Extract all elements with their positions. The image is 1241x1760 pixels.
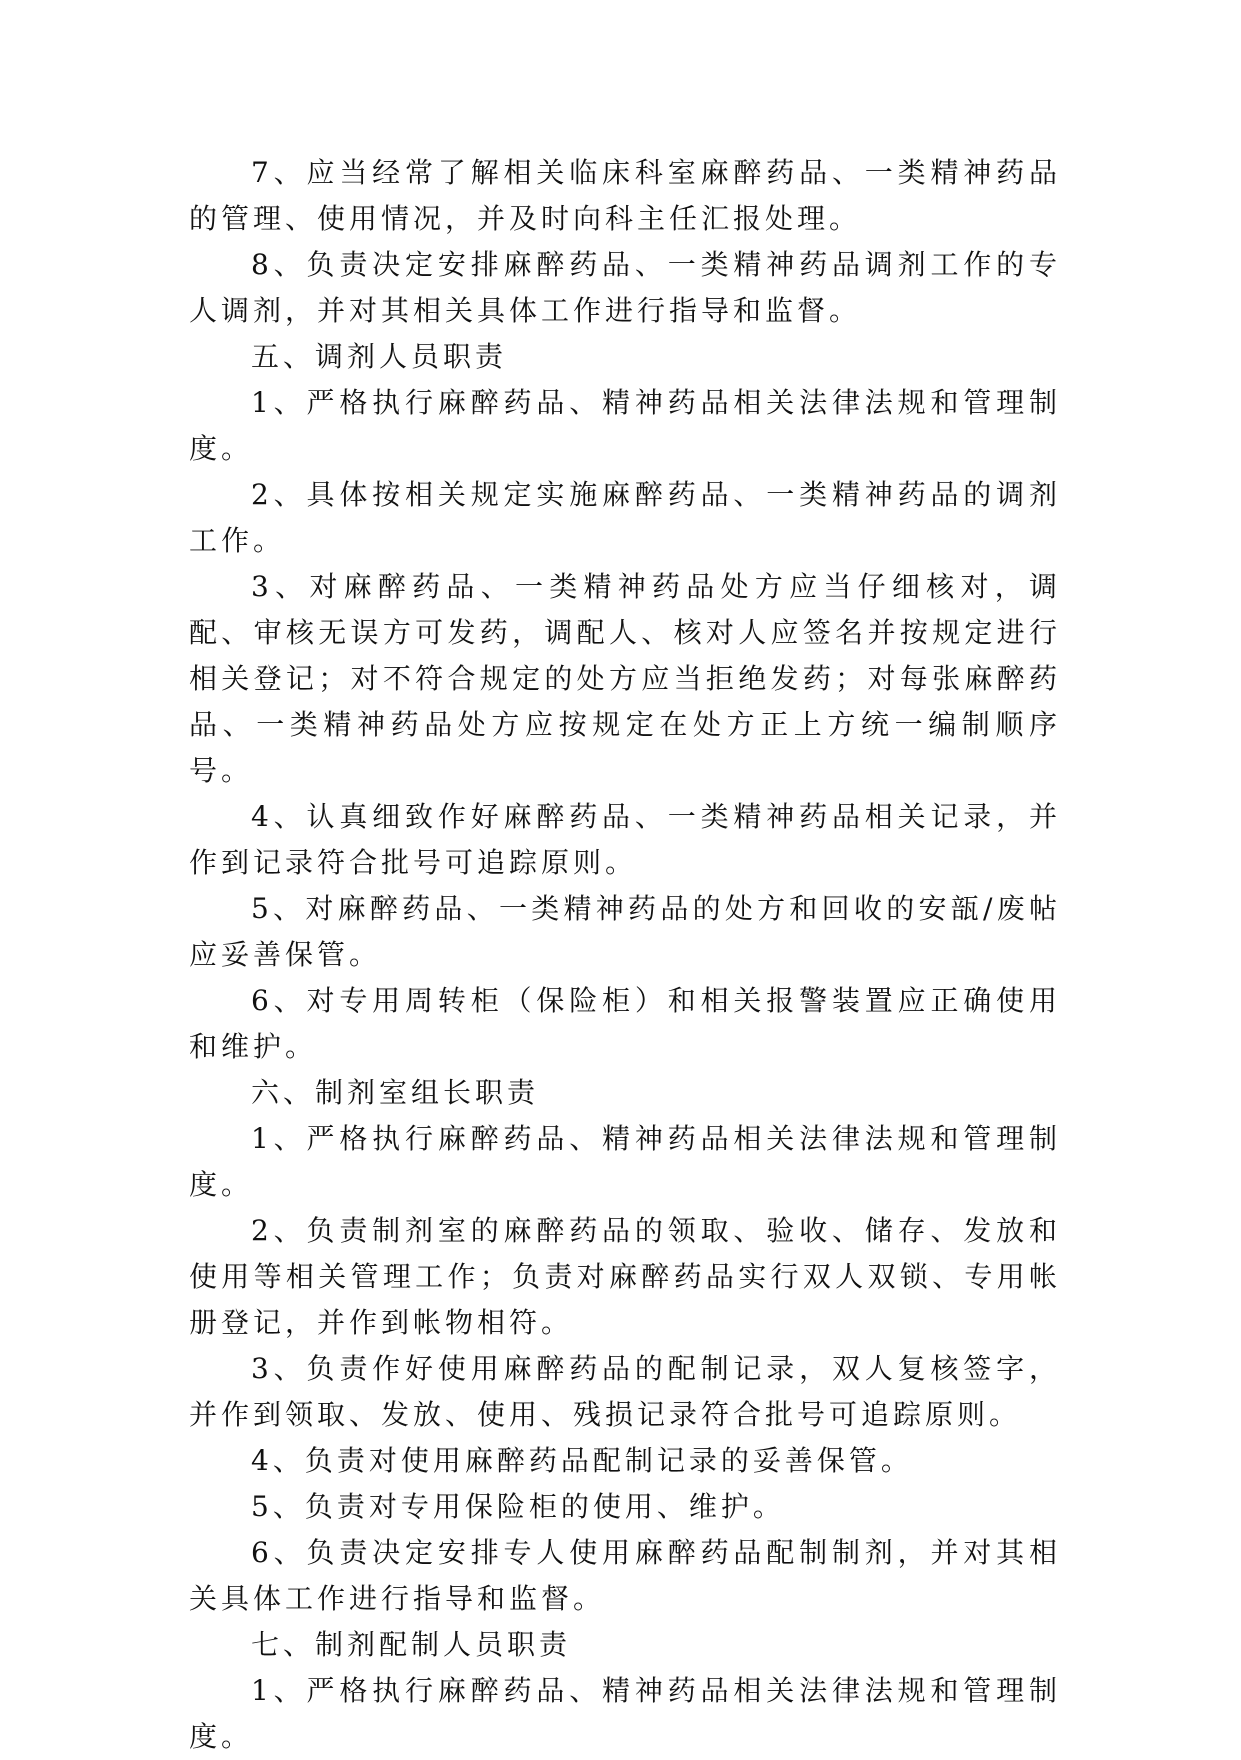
preparation-leader-item-3: 3、负责作好使用麻醉药品的配制记录，双人复核签字，并作到领取、发放、使用、残损记录符合批号可追踪原则。 <box>189 1352 1061 1431</box>
section-heading-dispensing-staff: 五、调剂人员职责 <box>251 340 508 373</box>
preparation-staff-item-1: 1、严格执行麻醉药品、精神药品相关法律法规和管理制度。 <box>189 1674 1061 1753</box>
section-heading-preparation-leader: 六、制剂室组长职责 <box>251 1076 540 1109</box>
document-body <box>189 150 1061 1760</box>
dispensing-item-1: 1、严格执行麻醉药品、精神药品相关法律法规和管理制度。 <box>189 386 1061 465</box>
dispensing-item-6: 6、对专用周转柜（保险柜）和相关报警装置应正确使用和维护。 <box>189 984 1061 1063</box>
preparation-leader-item-1: 1、严格执行麻醉药品、精神药品相关法律法规和管理制度。 <box>189 1122 1061 1201</box>
dispensing-item-5: 5、对麻醉药品、一类精神药品的处方和回收的安瓿/废帖应妥善保管。 <box>189 892 1061 971</box>
paragraph-8-responsibility: 8、负责决定安排麻醉药品、一类精神药品调剂工作的专人调剂，并对其相关具体工作进行指导和监督。 <box>189 248 1061 327</box>
preparation-leader-item-4: 4、负责对使用麻醉药品配制记录的妥善保管。 <box>251 1444 913 1477</box>
preparation-leader-item-2: 2、负责制剂室的麻醉药品的领取、验收、储存、发放和使用等相关管理工作；负责对麻醉药品实行双人双锁、专用帐册登记，并作到帐物相符。 <box>189 1214 1061 1339</box>
section-heading-preparation-staff: 七、制剂配制人员职责 <box>251 1628 572 1661</box>
dispensing-item-2: 2、具体按相关规定实施麻醉药品、一类精神药品的调剂工作。 <box>189 478 1061 557</box>
dispensing-item-4: 4、认真细致作好麻醉药品、一类精神药品相关记录，并作到记录符合批号可追踪原则。 <box>189 800 1061 879</box>
preparation-leader-item-6: 6、负责决定安排专人使用麻醉药品配制制剂，并对其相关具体工作进行指导和监督。 <box>189 1536 1061 1615</box>
dispensing-item-3: 3、对麻醉药品、一类精神药品处方应当仔细核对，调配、审核无误方可发药，调配人、核对人应签名并按规定进行相关登记；对不符合规定的处方应当拒绝发药；对每张麻醉药品、一类精神药品处方应按规定在处方正上方统一编制顺序号。 <box>189 570 1061 787</box>
preparation-leader-item-5: 5、负责对专用保险柜的使用、维护。 <box>251 1490 785 1523</box>
paragraph-7-responsibility: 7、应当经常了解相关临床科室麻醉药品、一类精神药品的管理、使用情况，并及时向科主任汇报处理。 <box>189 156 1061 235</box>
